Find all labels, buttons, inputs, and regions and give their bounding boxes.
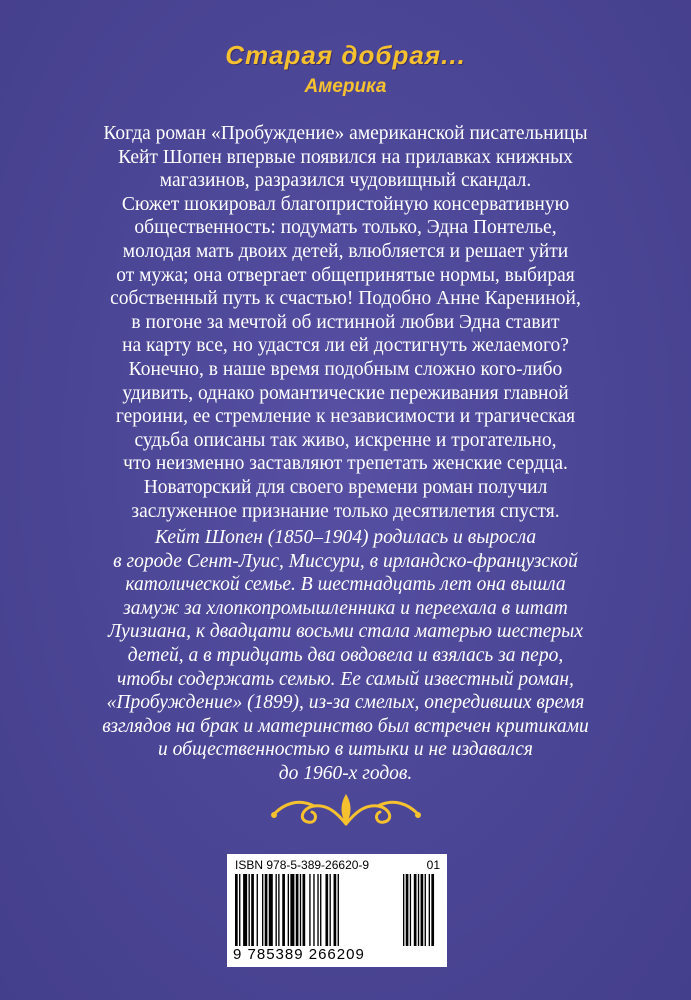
barcode [227,854,447,967]
bio-line: Луизиана, к двадцати восьми стала матерью шестерых [107,621,584,643]
author-bio [60,526,631,786]
barcode-bar [262,874,263,946]
barcode-addon-bar [418,874,419,946]
barcode-bar [317,874,318,946]
barcode-bar [276,874,277,946]
annotation-line: что неизменно заставляют трепетать женские сердца. [123,453,568,475]
annotation-line: собственный путь к счастью! Подобно Анне Карениной, [110,288,581,310]
annotation-line: Новаторский для своего времени роман получил [143,476,548,498]
barcode-bar [235,874,238,946]
barcode-bar [330,874,331,946]
barcode-bar [325,874,328,946]
barcode-bar [243,874,247,946]
barcode-addon-bar [410,874,411,946]
annotation-line: судьба описаны так живо, искренне и трогательно, [134,429,557,451]
annotation-line: общественность: подумать только, Эдна Понтелье, [134,217,557,239]
barcode-bar [303,874,306,946]
annotation-line: на карту все, но удастся ли ей достигнуть желаемого? [122,335,569,357]
barcode-addon-bar [425,874,426,946]
barcode-addon-bar [431,874,434,946]
annotation-line: Конечно, в наше время подобным сложно кого-либо [128,358,563,380]
annotation-line: магазинов, разразился чудовищный скандал. [159,170,532,192]
barcode-bar [282,874,285,946]
barcode-bar [278,874,279,946]
barcode-addon-bar [429,874,430,946]
series-subtitle: Америка [304,76,387,97]
annotation-line: Сюжет шокировал благопристойную консервативную [121,193,570,215]
barcode-bar [309,874,310,946]
barcode-bar [320,874,321,946]
annotation-line: удивить, однако романтические переживания главной [122,382,569,404]
barcode-bars [235,874,439,946]
barcode-addon-bar [406,874,409,946]
barcode-digits: 9 785389 266209 [233,946,365,963]
bio-line: в городе Сент-Луис, Миссури, в ирландско-французской [113,550,578,572]
annotation-line: молодая мать двоих детей, влюбляется и решает уйти [122,240,569,262]
barcode-addon-bar [421,874,424,946]
barcode-bar [251,874,254,946]
annotation-line: в погоне за мечтой об истинной любви Эдна ставит [131,311,560,333]
bio-line: и общественностью в штыки и не издавался [158,739,533,761]
barcode-bar [296,874,299,946]
barcode-bar [269,874,273,946]
barcode-addon-bar [414,874,417,946]
annotation-line: Когда роман «Пробуждение» американской писательницы [103,123,588,144]
barcode-bar [300,874,301,946]
bio-line: «Пробуждение» (1899), из-за смелых, опередивших время [106,692,585,714]
annotation-line: героини, ее стремление к независимости и трагическая [115,406,576,428]
barcode-addon: 01 [426,858,440,872]
bio-line: до 1960-х годов. [278,762,413,784]
annotation-line: Кейт Шопен впервые появился на прилавках книжных [118,146,573,168]
book-annotation [60,122,631,523]
barcode-bar [290,874,294,946]
isbn-row [235,858,440,872]
series-title: Старая добрая... [225,40,466,70]
barcode-addon-bar [403,874,404,946]
bio-line: замуж за хлопкопромышленника и переехала в штат [123,597,568,619]
isbn-label: ISBN 978-5-389-26620-9 [235,858,370,872]
flourish-ornament-icon [268,790,424,830]
annotation-line: от мужа; она отвергает общепринятые нормы, выбирая [116,264,575,286]
barcode-bar [334,874,337,946]
annotation-line: заслуженное признание только десятилетия спустя. [131,500,560,522]
bio-line: взглядов на брак и материнство был встречен критиками [102,715,589,737]
barcode-bar [338,874,339,946]
barcode-bar [257,874,258,946]
bio-line: детей, а в тридцать два овдовела и взялась за перо, [127,644,564,666]
barcode-bar [288,874,289,946]
bio-line: Кейт Шопен (1850–1904) родилась и выросла [154,527,537,548]
bio-line: чтобы содержать семью. Ее самый известный роман, [117,668,574,690]
barcode-bar [239,874,240,946]
barcode-bar [313,874,314,946]
barcode-bar [249,874,250,946]
bio-line: католической семье. В шестнадцать лет она вышла [125,574,566,596]
barcode-bar [265,874,268,946]
